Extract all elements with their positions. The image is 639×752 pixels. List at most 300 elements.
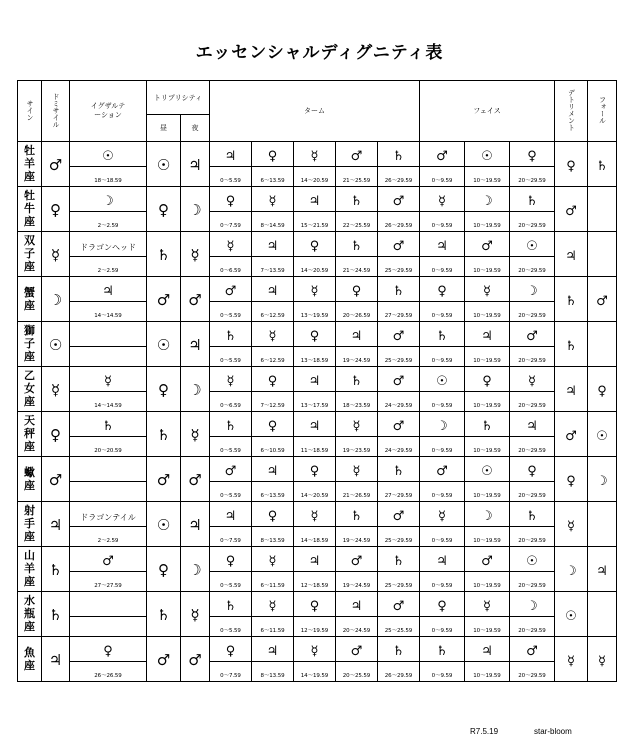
detriment-planet-icon: ♄ bbox=[565, 338, 577, 354]
face-range bbox=[510, 527, 555, 547]
term-degree-range: 20～26.59 bbox=[342, 313, 371, 319]
term-range bbox=[210, 482, 252, 502]
term-planet-icon: ♄ bbox=[392, 643, 405, 659]
triplicity-day-planet-icon: ♀ bbox=[158, 380, 169, 399]
term-degree-range: 6～12.59 bbox=[260, 358, 285, 364]
table-row-ranges bbox=[18, 302, 617, 322]
face-range bbox=[420, 527, 465, 547]
face-cell bbox=[420, 322, 465, 347]
term-degree-range: 13～18.59 bbox=[300, 358, 329, 364]
sign-cell bbox=[18, 592, 42, 637]
term-planet-icon: ♃ bbox=[308, 553, 321, 569]
term-planet-icon: ♀ bbox=[309, 598, 320, 614]
term-range bbox=[252, 167, 294, 187]
domicile-cell bbox=[42, 277, 70, 322]
face-range bbox=[510, 257, 555, 277]
face-range bbox=[465, 662, 510, 682]
face-range bbox=[420, 257, 465, 277]
table-row bbox=[18, 457, 617, 482]
term-degree-range: 14～20.59 bbox=[300, 268, 329, 274]
term-cell bbox=[252, 547, 294, 572]
term-cell bbox=[378, 142, 420, 167]
triplicity-night-cell bbox=[181, 142, 210, 187]
term-degree-range: 20～25.59 bbox=[342, 673, 371, 679]
exaltation-planet-icon: ☉ bbox=[102, 148, 114, 164]
face-degree-range: 20～29.59 bbox=[518, 448, 546, 454]
face-cell bbox=[420, 592, 465, 617]
face-range bbox=[465, 392, 510, 412]
term-cell bbox=[294, 547, 336, 572]
face-planet-icon: ☿ bbox=[438, 193, 446, 209]
face-degree-range: 20～29.59 bbox=[518, 268, 546, 274]
triplicity-day-cell bbox=[147, 322, 181, 367]
face-planet-icon: ☉ bbox=[481, 148, 493, 164]
table-row-ranges bbox=[18, 347, 617, 367]
page-title: エッセンシャルディグニティ表 bbox=[195, 43, 444, 63]
term-planet-icon: ♄ bbox=[350, 508, 363, 524]
fall-cell bbox=[588, 232, 617, 277]
face-cell bbox=[510, 547, 555, 572]
exaltation-cell bbox=[70, 277, 147, 302]
term-cell bbox=[378, 592, 420, 617]
face-cell bbox=[465, 232, 510, 257]
fall-cell bbox=[588, 187, 617, 232]
term-cell bbox=[294, 502, 336, 527]
face-planet-icon: ♃ bbox=[436, 553, 448, 569]
triplicity-night-cell bbox=[181, 412, 210, 457]
term-planet-icon: ♂ bbox=[392, 193, 405, 209]
face-range bbox=[420, 437, 465, 457]
fall-planet-icon: ☽ bbox=[596, 473, 608, 489]
table-row bbox=[18, 547, 617, 572]
term-cell bbox=[252, 412, 294, 437]
term-range bbox=[378, 662, 420, 682]
sign-name: 牡羊座 bbox=[24, 144, 35, 183]
term-planet-icon: ☿ bbox=[310, 148, 319, 164]
exaltation-cell bbox=[70, 367, 147, 392]
fall-cell bbox=[588, 412, 617, 457]
header-domicile: ドミサイル bbox=[42, 81, 70, 142]
face-cell bbox=[510, 322, 555, 347]
term-cell bbox=[336, 502, 378, 527]
term-range bbox=[294, 167, 336, 187]
triplicity-night-cell bbox=[181, 367, 210, 412]
term-planet-icon: ♂ bbox=[224, 283, 237, 299]
face-cell bbox=[420, 367, 465, 392]
header-night: 夜 bbox=[181, 115, 210, 142]
term-cell bbox=[294, 637, 336, 662]
face-planet-icon: ☿ bbox=[528, 373, 536, 389]
sign-name: 獅子座 bbox=[24, 324, 35, 363]
face-cell bbox=[465, 322, 510, 347]
term-cell bbox=[294, 412, 336, 437]
face-cell bbox=[420, 232, 465, 257]
exaltation-degree-range: 2～2.59 bbox=[97, 223, 119, 229]
detriment-planet-icon: ♄ bbox=[565, 293, 577, 309]
exaltation-degree-range: 2～2.59 bbox=[97, 538, 119, 544]
sign-cell bbox=[18, 142, 42, 187]
detriment-cell bbox=[555, 547, 588, 592]
table-row bbox=[18, 277, 617, 302]
fall-cell bbox=[588, 592, 617, 637]
detriment-cell bbox=[555, 322, 588, 367]
term-degree-range: 14～20.59 bbox=[300, 493, 329, 499]
term-cell bbox=[252, 592, 294, 617]
face-planet-icon: ♀ bbox=[527, 148, 537, 164]
face-planet-icon: ☿ bbox=[483, 283, 491, 299]
term-cell bbox=[336, 457, 378, 482]
term-degree-range: 0～5.59 bbox=[220, 448, 241, 454]
exaltation-cell bbox=[70, 142, 147, 167]
term-degree-range: 6～12.59 bbox=[260, 313, 285, 319]
exaltation-planet-icon: ♀ bbox=[103, 643, 113, 659]
term-cell bbox=[378, 232, 420, 257]
domicile-cell bbox=[42, 187, 70, 232]
triplicity-night-planet-icon: ☽ bbox=[188, 380, 202, 399]
face-degree-range: 0～9.59 bbox=[431, 538, 453, 544]
term-degree-range: 8～13.59 bbox=[260, 673, 285, 679]
face-planet-icon: ♀ bbox=[437, 283, 447, 299]
face-cell bbox=[510, 142, 555, 167]
term-cell bbox=[294, 232, 336, 257]
face-degree-range: 10～19.59 bbox=[473, 448, 501, 454]
term-degree-range: 7～13.59 bbox=[260, 268, 285, 274]
domicile-planet-icon: ♄ bbox=[48, 560, 63, 579]
term-range bbox=[378, 392, 420, 412]
header-fall: フォール bbox=[588, 81, 617, 142]
term-degree-range: 19～24.59 bbox=[342, 583, 371, 589]
triplicity-day-cell bbox=[147, 412, 181, 457]
exaltation-range bbox=[70, 482, 147, 502]
term-planet-icon: ♀ bbox=[267, 148, 278, 164]
sign-cell bbox=[18, 547, 42, 592]
sign-cell bbox=[18, 457, 42, 502]
face-cell bbox=[420, 547, 465, 572]
face-cell bbox=[465, 367, 510, 392]
term-degree-range: 27～29.59 bbox=[384, 313, 413, 319]
fall-cell bbox=[588, 277, 617, 322]
face-degree-range: 0～9.59 bbox=[431, 358, 453, 364]
term-range bbox=[252, 617, 294, 637]
term-range bbox=[378, 212, 420, 232]
face-planet-icon: ♀ bbox=[437, 598, 447, 614]
term-cell bbox=[378, 187, 420, 212]
triplicity-day-cell bbox=[147, 637, 181, 682]
face-planet-icon: ♃ bbox=[481, 643, 493, 659]
sign-name: 山羊座 bbox=[24, 549, 35, 588]
triplicity-day-planet-icon: ♂ bbox=[156, 470, 171, 489]
face-range bbox=[510, 167, 555, 187]
term-degree-range: 26～29.59 bbox=[384, 673, 413, 679]
face-cell bbox=[510, 592, 555, 617]
sign-name: 天秤座 bbox=[24, 414, 35, 453]
term-degree-range: 0～5.59 bbox=[220, 358, 241, 364]
exaltation-planet-icon: ♄ bbox=[102, 418, 114, 434]
detriment-cell bbox=[555, 232, 588, 277]
sign-name: 射手座 bbox=[24, 504, 35, 543]
term-range bbox=[210, 212, 252, 232]
term-cell bbox=[252, 277, 294, 302]
exaltation-cell bbox=[70, 457, 147, 482]
domicile-planet-icon: ☿ bbox=[50, 245, 61, 264]
domicile-planet-icon: ☽ bbox=[48, 290, 63, 309]
sign-cell bbox=[18, 367, 42, 412]
face-degree-range: 0～9.59 bbox=[431, 223, 453, 229]
triplicity-night-planet-icon: ♃ bbox=[188, 155, 202, 174]
term-planet-icon: ♃ bbox=[266, 283, 279, 299]
term-planet-icon: ☿ bbox=[352, 463, 361, 479]
face-degree-range: 10～19.59 bbox=[473, 673, 501, 679]
term-range bbox=[378, 302, 420, 322]
face-cell bbox=[465, 187, 510, 212]
face-degree-range: 10～19.59 bbox=[473, 583, 501, 589]
exaltation-planet-icon: ドラゴンテイル bbox=[80, 512, 136, 522]
header-day: 昼 bbox=[147, 115, 181, 142]
term-cell bbox=[336, 592, 378, 617]
term-planet-icon: ♂ bbox=[224, 463, 237, 479]
exaltation-degree-range: 27～27.59 bbox=[94, 583, 122, 589]
term-planet-icon: ☿ bbox=[268, 598, 277, 614]
sign-cell bbox=[18, 322, 42, 367]
term-planet-icon: ♀ bbox=[309, 328, 320, 344]
table-row bbox=[18, 187, 617, 212]
face-cell bbox=[465, 277, 510, 302]
domicile-cell bbox=[42, 547, 70, 592]
term-range bbox=[252, 347, 294, 367]
detriment-planet-icon: ☽ bbox=[565, 563, 577, 579]
face-degree-range: 0～9.59 bbox=[431, 583, 453, 589]
dignity-table bbox=[17, 80, 617, 682]
table-row-ranges bbox=[18, 392, 617, 412]
domicile-cell bbox=[42, 457, 70, 502]
face-range bbox=[465, 572, 510, 592]
face-cell bbox=[420, 637, 465, 662]
face-range bbox=[420, 347, 465, 367]
term-planet-icon: ♃ bbox=[266, 463, 279, 479]
term-planet-icon: ♂ bbox=[392, 373, 405, 389]
table-row bbox=[18, 637, 617, 662]
detriment-planet-icon: ☿ bbox=[567, 653, 575, 669]
face-planet-icon: ☉ bbox=[526, 553, 538, 569]
term-degree-range: 0～5.59 bbox=[220, 628, 241, 634]
face-cell bbox=[420, 277, 465, 302]
term-cell bbox=[252, 457, 294, 482]
term-range bbox=[378, 482, 420, 502]
face-range bbox=[420, 392, 465, 412]
term-cell bbox=[210, 232, 252, 257]
domicile-planet-icon: ♄ bbox=[48, 605, 63, 624]
term-degree-range: 0～7.59 bbox=[220, 538, 241, 544]
term-range bbox=[294, 572, 336, 592]
term-cell bbox=[336, 547, 378, 572]
triplicity-day-cell bbox=[147, 367, 181, 412]
term-range bbox=[210, 617, 252, 637]
term-cell bbox=[252, 502, 294, 527]
table-row-ranges bbox=[18, 662, 617, 682]
triplicity-day-planet-icon: ♀ bbox=[158, 560, 169, 579]
term-cell bbox=[294, 277, 336, 302]
fall-cell bbox=[588, 142, 617, 187]
term-cell bbox=[294, 592, 336, 617]
face-range bbox=[465, 617, 510, 637]
sign-name: 水瓶座 bbox=[24, 594, 35, 633]
triplicity-night-cell bbox=[181, 547, 210, 592]
term-cell bbox=[294, 187, 336, 212]
face-range bbox=[510, 392, 555, 412]
term-cell bbox=[336, 412, 378, 437]
exaltation-degree-range: 20～20.59 bbox=[94, 448, 122, 454]
term-range bbox=[294, 662, 336, 682]
exaltation-planet-icon: ☽ bbox=[102, 193, 114, 209]
term-cell bbox=[378, 277, 420, 302]
term-range bbox=[378, 167, 420, 187]
face-planet-icon: ♂ bbox=[481, 553, 493, 569]
detriment-planet-icon: ♀ bbox=[566, 158, 576, 174]
term-degree-range: 21～26.59 bbox=[342, 493, 371, 499]
face-degree-range: 10～19.59 bbox=[473, 268, 501, 274]
term-degree-range: 25～25.59 bbox=[384, 628, 413, 634]
face-degree-range: 10～19.59 bbox=[473, 403, 501, 409]
exaltation-planet-icon: ☿ bbox=[104, 373, 112, 389]
face-range bbox=[465, 437, 510, 457]
detriment-cell bbox=[555, 142, 588, 187]
term-range bbox=[378, 347, 420, 367]
face-degree-range: 0～9.59 bbox=[431, 673, 453, 679]
face-cell bbox=[465, 547, 510, 572]
exaltation-range bbox=[70, 257, 147, 277]
term-cell bbox=[378, 322, 420, 347]
triplicity-day-cell bbox=[147, 187, 181, 232]
table-row bbox=[18, 592, 617, 617]
triplicity-day-cell bbox=[147, 547, 181, 592]
exaltation-cell bbox=[70, 502, 147, 527]
face-cell bbox=[510, 457, 555, 482]
term-cell bbox=[210, 412, 252, 437]
domicile-cell bbox=[42, 637, 70, 682]
header-exaltation: イグザルテーション bbox=[70, 81, 147, 142]
face-range bbox=[510, 617, 555, 637]
term-planet-icon: ♀ bbox=[225, 193, 236, 209]
exaltation-range bbox=[70, 662, 147, 682]
face-cell bbox=[465, 502, 510, 527]
term-cell bbox=[252, 142, 294, 167]
table-row-ranges bbox=[18, 482, 617, 502]
face-range bbox=[510, 347, 555, 367]
domicile-cell bbox=[42, 592, 70, 637]
exaltation-planet-icon: ドラゴンヘッド bbox=[80, 242, 136, 252]
sign-name: 蠍座 bbox=[24, 465, 35, 492]
detriment-planet-icon: ♂ bbox=[565, 428, 577, 444]
fall-planet-icon: ☿ bbox=[598, 653, 606, 669]
term-cell bbox=[336, 637, 378, 662]
face-cell bbox=[465, 142, 510, 167]
term-range bbox=[336, 662, 378, 682]
term-range bbox=[336, 212, 378, 232]
term-planet-icon: ♂ bbox=[392, 418, 405, 434]
detriment-cell bbox=[555, 592, 588, 637]
exaltation-cell bbox=[70, 637, 147, 662]
term-range bbox=[252, 392, 294, 412]
table-row bbox=[18, 502, 617, 527]
term-cell bbox=[252, 367, 294, 392]
term-planet-icon: ♃ bbox=[308, 373, 321, 389]
exaltation-degree-range: 18～18.59 bbox=[94, 178, 122, 184]
face-degree-range: 10～19.59 bbox=[473, 313, 501, 319]
term-cell bbox=[210, 637, 252, 662]
term-degree-range: 20～24.59 bbox=[342, 628, 371, 634]
triplicity-night-planet-icon: ♂ bbox=[188, 650, 202, 669]
term-cell bbox=[210, 592, 252, 617]
face-planet-icon: ☉ bbox=[436, 373, 448, 389]
exaltation-cell bbox=[70, 187, 147, 212]
term-planet-icon: ♄ bbox=[392, 463, 405, 479]
face-range bbox=[420, 617, 465, 637]
face-degree-range: 20～29.59 bbox=[518, 178, 546, 184]
detriment-planet-icon: ☉ bbox=[565, 608, 577, 624]
header-sign: サイン bbox=[18, 81, 42, 142]
term-degree-range: 26～29.59 bbox=[384, 178, 413, 184]
term-range bbox=[252, 482, 294, 502]
table-row bbox=[18, 367, 617, 392]
table-row-ranges bbox=[18, 527, 617, 547]
face-cell bbox=[510, 277, 555, 302]
face-cell bbox=[465, 637, 510, 662]
term-planet-icon: ♃ bbox=[224, 508, 237, 524]
exaltation-cell bbox=[70, 592, 147, 617]
triplicity-day-planet-icon: ☉ bbox=[156, 155, 171, 174]
face-planet-icon: ☽ bbox=[481, 193, 493, 209]
domicile-cell bbox=[42, 502, 70, 547]
term-degree-range: 12～19.59 bbox=[300, 628, 329, 634]
term-cell bbox=[252, 187, 294, 212]
triplicity-day-planet-icon: ♀ bbox=[158, 200, 169, 219]
term-cell bbox=[210, 367, 252, 392]
term-cell bbox=[336, 277, 378, 302]
term-degree-range: 25～29.59 bbox=[384, 583, 413, 589]
term-degree-range: 12～18.59 bbox=[300, 583, 329, 589]
term-range bbox=[378, 617, 420, 637]
fall-planet-icon: ☉ bbox=[596, 428, 608, 444]
term-cell bbox=[210, 547, 252, 572]
term-planet-icon: ♃ bbox=[224, 148, 237, 164]
exaltation-degree-range: 14～14.59 bbox=[94, 403, 122, 409]
term-degree-range: 13～17.59 bbox=[300, 403, 329, 409]
term-range bbox=[336, 617, 378, 637]
term-planet-icon: ♃ bbox=[266, 238, 279, 254]
triplicity-night-cell bbox=[181, 232, 210, 277]
term-planet-icon: ☿ bbox=[310, 643, 319, 659]
term-planet-icon: ♀ bbox=[309, 238, 320, 254]
face-range bbox=[465, 212, 510, 232]
term-range bbox=[252, 527, 294, 547]
term-planet-icon: ♄ bbox=[224, 328, 237, 344]
face-cell bbox=[420, 142, 465, 167]
term-degree-range: 24～29.59 bbox=[384, 403, 413, 409]
fall-cell bbox=[588, 367, 617, 412]
face-range bbox=[510, 437, 555, 457]
face-degree-range: 0～9.59 bbox=[431, 268, 453, 274]
domicile-cell bbox=[42, 412, 70, 457]
term-degree-range: 27～29.59 bbox=[384, 493, 413, 499]
face-planet-icon: ☉ bbox=[481, 463, 493, 479]
face-cell bbox=[420, 187, 465, 212]
domicile-cell bbox=[42, 142, 70, 187]
term-cell bbox=[336, 367, 378, 392]
term-range bbox=[294, 392, 336, 412]
fall-planet-icon: ♃ bbox=[596, 563, 608, 579]
term-range bbox=[294, 437, 336, 457]
exaltation-range bbox=[70, 347, 147, 367]
